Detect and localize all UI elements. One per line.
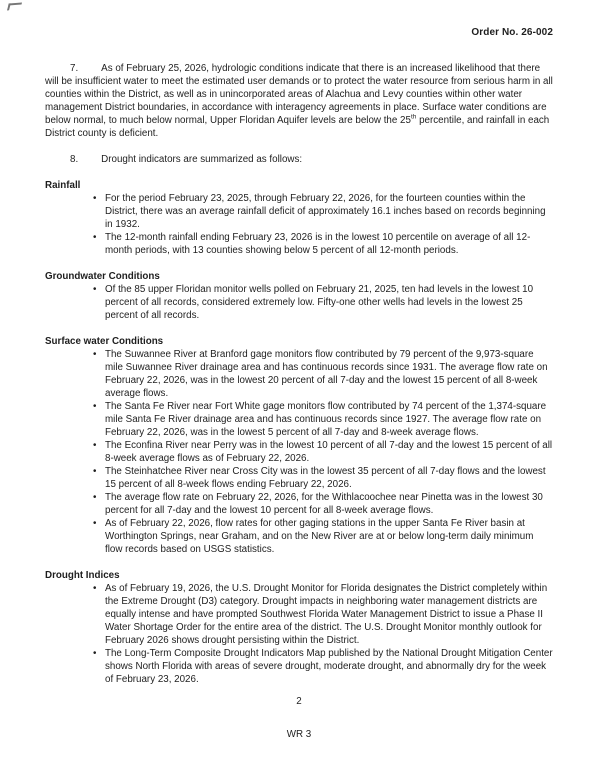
section-rainfall: [45, 179, 553, 257]
scan-artifact-mark: [7, 3, 22, 11]
bullet-text: The Long-Term Composite Drought Indicators Map published by the National Drought Mitigation Center shows North Florida with areas of severe drought, moderate drought, and abnormally dry for the week of February 23, 2026.: [105, 648, 553, 685]
bullet-item: [45, 647, 553, 686]
paragraph-7-superscript: th: [410, 113, 417, 121]
paragraph-7-number: 7.: [70, 63, 79, 74]
bullet-text: The Santa Fe River near Fort White gage monitors flow contributed by 74 percent of the 1,374-square mile Santa Fe River drainage area and has continuous records since 1927. The average flow rate on February 22, 2026, was in the lowest 5 percent of all 7-day and 8-week average flows.: [105, 401, 547, 438]
bullet-text: Of the 85 upper Floridan monitor wells polled on February 21, 2025, ten had levels in the lowest 10 percent of all records, considered extremely low. Fifty-one other wells had levels in the lowest 25 percent of all records.: [105, 284, 534, 321]
bullet-icon: •: [93, 401, 97, 412]
bullet-item: [45, 491, 553, 517]
section-groundwater-conditions: [45, 270, 553, 322]
bullet-item: [45, 439, 553, 465]
paragraph-8-text: Drought indicators are summarized as follows:: [101, 154, 303, 165]
order-number: Order No. 26-002: [471, 27, 553, 38]
paragraph-7: [45, 62, 553, 140]
bullet-item: [45, 192, 553, 231]
section-heading-drought-indices: Drought Indices: [45, 570, 120, 581]
bullet-icon: •: [93, 349, 97, 360]
bullet-item: [45, 400, 553, 439]
paragraph-8: [45, 153, 553, 166]
paragraph-7-text-end: percentile, and rainfall in each District county is deficient.: [45, 115, 550, 139]
page-number: 2: [296, 696, 302, 707]
bullet-text: As of February 22, 2026, flow rates for other gaging stations in the upper Santa Fe River basin at Worthington Springs, near Graham, and on the New River are at or below long-term daily minimum flow records based on USGS statistics.: [105, 518, 534, 555]
bullet-text: The Suwannee River at Branford gage monitors flow contributed by 79 percent of the 9,973-square mile Suwannee River drainage area and has continuous records since 1931. The average flow rate on February 22, 2026, was in the lowest 20 percent of all 7-day and the lowest 15 percent of all 8-week average flows.: [105, 349, 548, 399]
bullet-text: The Steinhatchee River near Cross City was in the lowest 35 percent of all 7-day flows and the lowest 15 percent of all 8-week flows ending February 22, 2026.: [105, 466, 546, 490]
footer-doc-code: WR 3: [286, 729, 312, 740]
bullet-icon: •: [93, 232, 97, 243]
section-heading-groundwater: Groundwater Conditions: [45, 271, 160, 282]
bullet-item: [45, 231, 553, 257]
bullet-item: [45, 517, 553, 556]
paragraph-8-number: 8.: [70, 154, 79, 165]
bullet-item: [45, 465, 553, 491]
bullet-item: [45, 348, 553, 400]
section-surface-water-conditions: [45, 335, 553, 556]
bullet-icon: •: [93, 193, 97, 204]
bullet-icon: •: [93, 284, 97, 295]
bullet-text: The 12-month rainfall ending February 23, 2026 is in the lowest 10 percentile on average of all 12-month periods, with 13 counties showing below 5 percent of all 12-month periods.: [105, 232, 531, 256]
bullet-text: As of February 19, 2026, the U.S. Drought Monitor for Florida designates the District completely within the Extreme Drought (D3) category. Drought impacts in neighboring water management districts are equally intense and have prompted Southwest Florida Water Management District to issue a Phase II Water Shortage Order for the entire area of the district. The U.S. Drought Monitor monthly outlook for February 2026 shows drought persisting within the District.: [105, 583, 548, 646]
bullet-icon: •: [93, 466, 97, 477]
bullet-item: [45, 283, 553, 322]
bullet-text: The Econfina River near Perry was in the lowest 10 percent of all 7-day and the lowest 15 percent of all 8-week average flows as of February 22, 2026.: [105, 440, 553, 464]
section-drought-indices: [45, 569, 553, 686]
bullet-icon: •: [93, 648, 97, 659]
bullet-icon: •: [93, 583, 97, 594]
bullet-text: For the period February 23, 2025, through February 22, 2026, for the fourteen counties within the District, there was an average rainfall deficit of approximately 16.1 inches based on records beginning in 1932.: [105, 193, 546, 230]
section-heading-surface-water: Surface water Conditions: [45, 336, 164, 347]
bullet-item: [45, 582, 553, 647]
bullet-icon: •: [93, 492, 97, 503]
bullet-text: The average flow rate on February 22, 2026, for the Withlacoochee near Pinetta was in the lowest 30 percent for all 7-day and the lowest 10 percent for all 8-week average flows.: [105, 492, 543, 516]
section-heading-rainfall: Rainfall: [45, 180, 81, 191]
bullet-icon: •: [93, 440, 97, 451]
bullet-icon: •: [93, 518, 97, 529]
paragraph-7-text: As of February 25, 2026, hydrologic conditions indicate that there is an increased likelihood that there will be insufficient water to meet the estimated user demands or to protect the water resource from serious harm in all counties within the District, as well as in unincorporated areas of Alachua and Levy counties within other water management District boundaries, in accordance with interagency agreements in place. Surface water conditions are below normal, to much below normal, Upper Floridan Aquifer levels are below the 25: [45, 63, 553, 126]
